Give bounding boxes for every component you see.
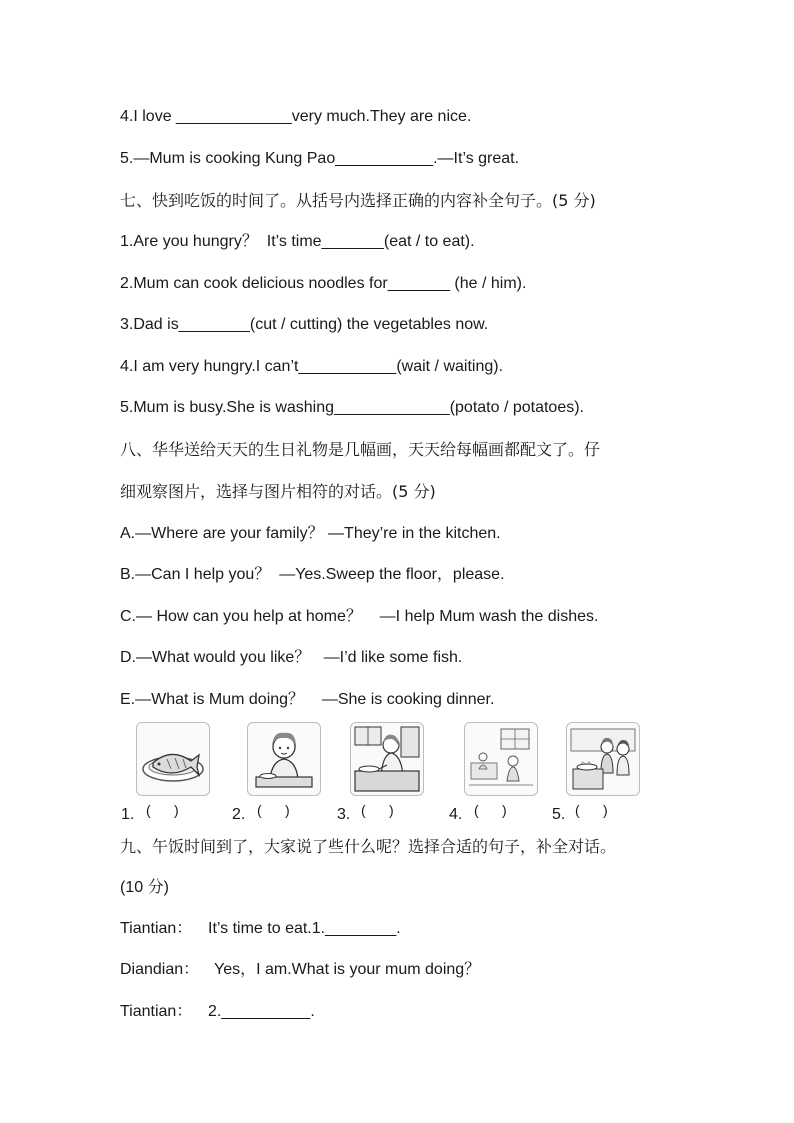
fish-on-plate-icon bbox=[136, 722, 210, 796]
question-7-3: 3.Dad is________(cut / cutting) the vegetables now. bbox=[120, 316, 489, 333]
dialogue-speaker-3: Tiantian： bbox=[120, 1003, 193, 1020]
question-6-5: 5.—Mum is cooking Kung Pao___________.—It’s great. bbox=[120, 150, 520, 167]
picture-1-number: 1. bbox=[121, 806, 135, 823]
picture-5-number: 5. bbox=[552, 806, 566, 823]
section-9-score: (10 分) bbox=[120, 879, 169, 896]
option-d: D.—What would you like？ —I’d like some fish. bbox=[120, 649, 463, 666]
picture-row bbox=[0, 722, 794, 826]
picture-5-answer-blank[interactable]: ( ) bbox=[575, 802, 608, 818]
family-in-kitchen-icon bbox=[464, 722, 538, 796]
picture-3-number: 3. bbox=[337, 806, 351, 823]
section-8-heading-line2: 细观察图片，选择与图片相符的对话。(5 分) bbox=[120, 482, 436, 501]
picture-2-number: 2. bbox=[232, 806, 246, 823]
section-7-heading: 七、快到吃饭的时间了。从括号内选择正确的内容补全句子。(5 分) bbox=[120, 191, 596, 210]
option-c: C.— How can you help at home？ —I help Mum wash the dishes. bbox=[120, 608, 599, 625]
girl-washing-dishes-icon bbox=[247, 722, 321, 796]
section-8-heading-line1: 八、华华送给天天的生日礼物是几幅画，天天给每幅画都配文了。仔 bbox=[120, 440, 601, 459]
mum-cooking-icon bbox=[350, 722, 424, 796]
section-9-heading: 九、午饭时间到了，大家说了些什么呢？选择合适的句子，补全对话。 bbox=[120, 837, 617, 856]
picture-3-answer-blank[interactable]: ( ) bbox=[361, 802, 394, 818]
dialogue-line-1: It’s time to eat.1.________. bbox=[208, 920, 401, 937]
question-6-4: 4.I love _____________very much.They are nice. bbox=[120, 108, 472, 125]
dialogue-line-2: Yes，I am.What is your mum doing？ bbox=[214, 961, 481, 978]
dialogue-speaker-1: Tiantian： bbox=[120, 920, 193, 937]
children-helping-icon bbox=[566, 722, 640, 796]
picture-2-answer-blank[interactable]: ( ) bbox=[257, 802, 290, 818]
question-7-4: 4.I am very hungry.I can’t___________(wait / waiting). bbox=[120, 358, 504, 375]
picture-4-answer-blank[interactable]: ( ) bbox=[474, 802, 507, 818]
question-7-2: 2.Mum can cook delicious noodles for_______ (he / him). bbox=[120, 275, 527, 292]
option-a: A.—Where are your family？ —They’re in the kitchen. bbox=[120, 525, 501, 542]
dialogue-line-3: 2.__________. bbox=[208, 1003, 315, 1020]
picture-1-answer-blank[interactable]: ( ) bbox=[146, 802, 179, 818]
question-7-1: 1.Are you hungry？ It’s time_______(eat / to eat). bbox=[120, 233, 475, 250]
dialogue-speaker-2: Diandian： bbox=[120, 961, 200, 978]
question-7-5: 5.Mum is busy.She is washing_____________(potato / potatoes). bbox=[120, 399, 584, 416]
option-b: B.—Can I help you？ —Yes.Sweep the floor，please. bbox=[120, 566, 505, 583]
picture-4-number: 4. bbox=[449, 806, 463, 823]
option-e: E.—What is Mum doing？ —She is cooking dinner. bbox=[120, 691, 495, 708]
